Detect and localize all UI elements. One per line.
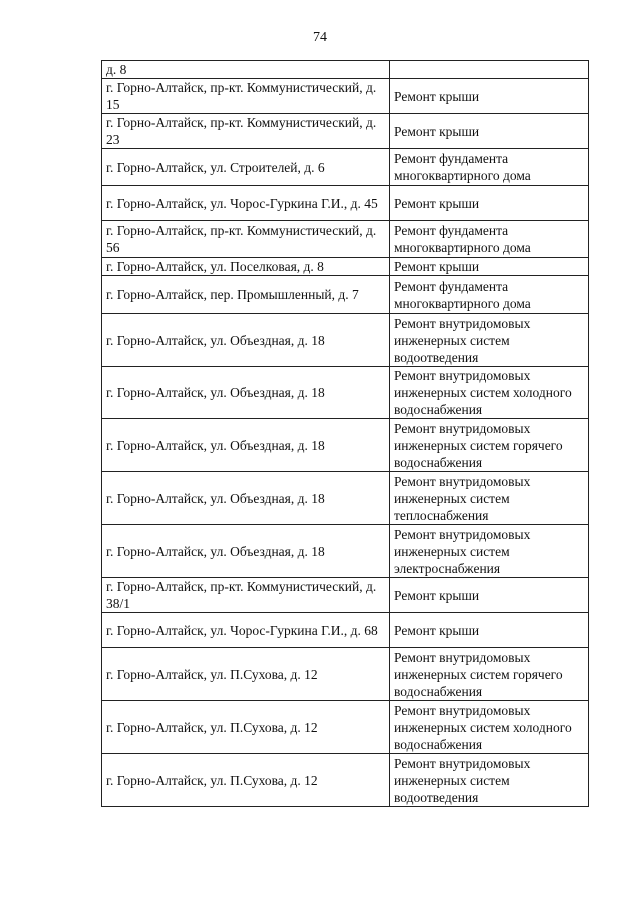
work-type-cell: Ремонт внутридомовых инженерных систем горячего водоснабжения [390, 419, 589, 472]
address-cell: г. Горно-Алтайск, пер. Промышленный, д. 7 [102, 276, 390, 314]
table-row [102, 754, 589, 807]
address-cell: г. Горно-Алтайск, пр-кт. Коммунистический, д. 56 [102, 221, 390, 258]
table-row [102, 149, 589, 186]
table-row [102, 314, 589, 367]
address-cell: г. Горно-Алтайск, ул. Чорос-Гуркина Г.И., д. 45 [102, 186, 390, 221]
address-cell: г. Горно-Алтайск, пр-кт. Коммунистический, д. 15 [102, 79, 390, 114]
work-type-cell: Ремонт внутридомовых инженерных систем холодного водоснабжения [390, 701, 589, 754]
table-row [102, 648, 589, 701]
work-type-cell: Ремонт фундамента многоквартирного дома [390, 221, 589, 258]
work-type-cell: Ремонт крыши [390, 258, 589, 276]
address-cell: г. Горно-Алтайск, ул. Объездная, д. 18 [102, 314, 390, 367]
address-cell: г. Горно-Алтайск, ул. Чорос-Гуркина Г.И., д. 68 [102, 613, 390, 648]
table-row [102, 525, 589, 578]
work-type-cell: Ремонт внутридомовых инженерных систем водоотведения [390, 314, 589, 367]
work-type-cell: Ремонт внутридомовых инженерных систем теплоснабжения [390, 472, 589, 525]
table-row [102, 613, 589, 648]
work-type-cell [390, 61, 589, 79]
table-row [102, 578, 589, 613]
work-type-cell: Ремонт внутридомовых инженерных систем горячего водоснабжения [390, 648, 589, 701]
table-row [102, 61, 589, 79]
table-row [102, 472, 589, 525]
table-row [102, 701, 589, 754]
work-type-cell: Ремонт крыши [390, 613, 589, 648]
address-cell: г. Горно-Алтайск, ул. Объездная, д. 18 [102, 367, 390, 419]
repair-table [101, 60, 589, 807]
address-cell: г. Горно-Алтайск, ул. Поселковая, д. 8 [102, 258, 390, 276]
address-cell: г. Горно-Алтайск, ул. Объездная, д. 18 [102, 472, 390, 525]
address-cell: д. 8 [102, 61, 390, 79]
address-cell: г. Горно-Алтайск, пр-кт. Коммунистический, д. 38/1 [102, 578, 390, 613]
table-row [102, 221, 589, 258]
address-cell: г. Горно-Алтайск, ул. Объездная, д. 18 [102, 419, 390, 472]
table-row [102, 186, 589, 221]
table-row [102, 79, 589, 114]
work-type-cell: Ремонт фундамента многоквартирного дома [390, 149, 589, 186]
work-type-cell: Ремонт внутридомовых инженерных систем холодного водоснабжения [390, 367, 589, 419]
work-type-cell: Ремонт крыши [390, 186, 589, 221]
table-row [102, 258, 589, 276]
table-row [102, 276, 589, 314]
work-type-cell: Ремонт крыши [390, 578, 589, 613]
address-cell: г. Горно-Алтайск, ул. П.Сухова, д. 12 [102, 754, 390, 807]
table-row [102, 114, 589, 149]
work-type-cell: Ремонт крыши [390, 79, 589, 114]
page-number: 74 [313, 30, 327, 45]
work-type-cell: Ремонт фундамента многоквартирного дома [390, 276, 589, 314]
table-row [102, 367, 589, 419]
address-cell: г. Горно-Алтайск, ул. Строителей, д. 6 [102, 149, 390, 186]
work-type-cell: Ремонт внутридомовых инженерных систем водоотведения [390, 754, 589, 807]
table-row [102, 419, 589, 472]
address-cell: г. Горно-Алтайск, ул. Объездная, д. 18 [102, 525, 390, 578]
address-cell: г. Горно-Алтайск, пр-кт. Коммунистический, д. 23 [102, 114, 390, 149]
work-type-cell: Ремонт внутридомовых инженерных систем электроснабжения [390, 525, 589, 578]
work-type-cell: Ремонт крыши [390, 114, 589, 149]
address-cell: г. Горно-Алтайск, ул. П.Сухова, д. 12 [102, 648, 390, 701]
address-cell: г. Горно-Алтайск, ул. П.Сухова, д. 12 [102, 701, 390, 754]
